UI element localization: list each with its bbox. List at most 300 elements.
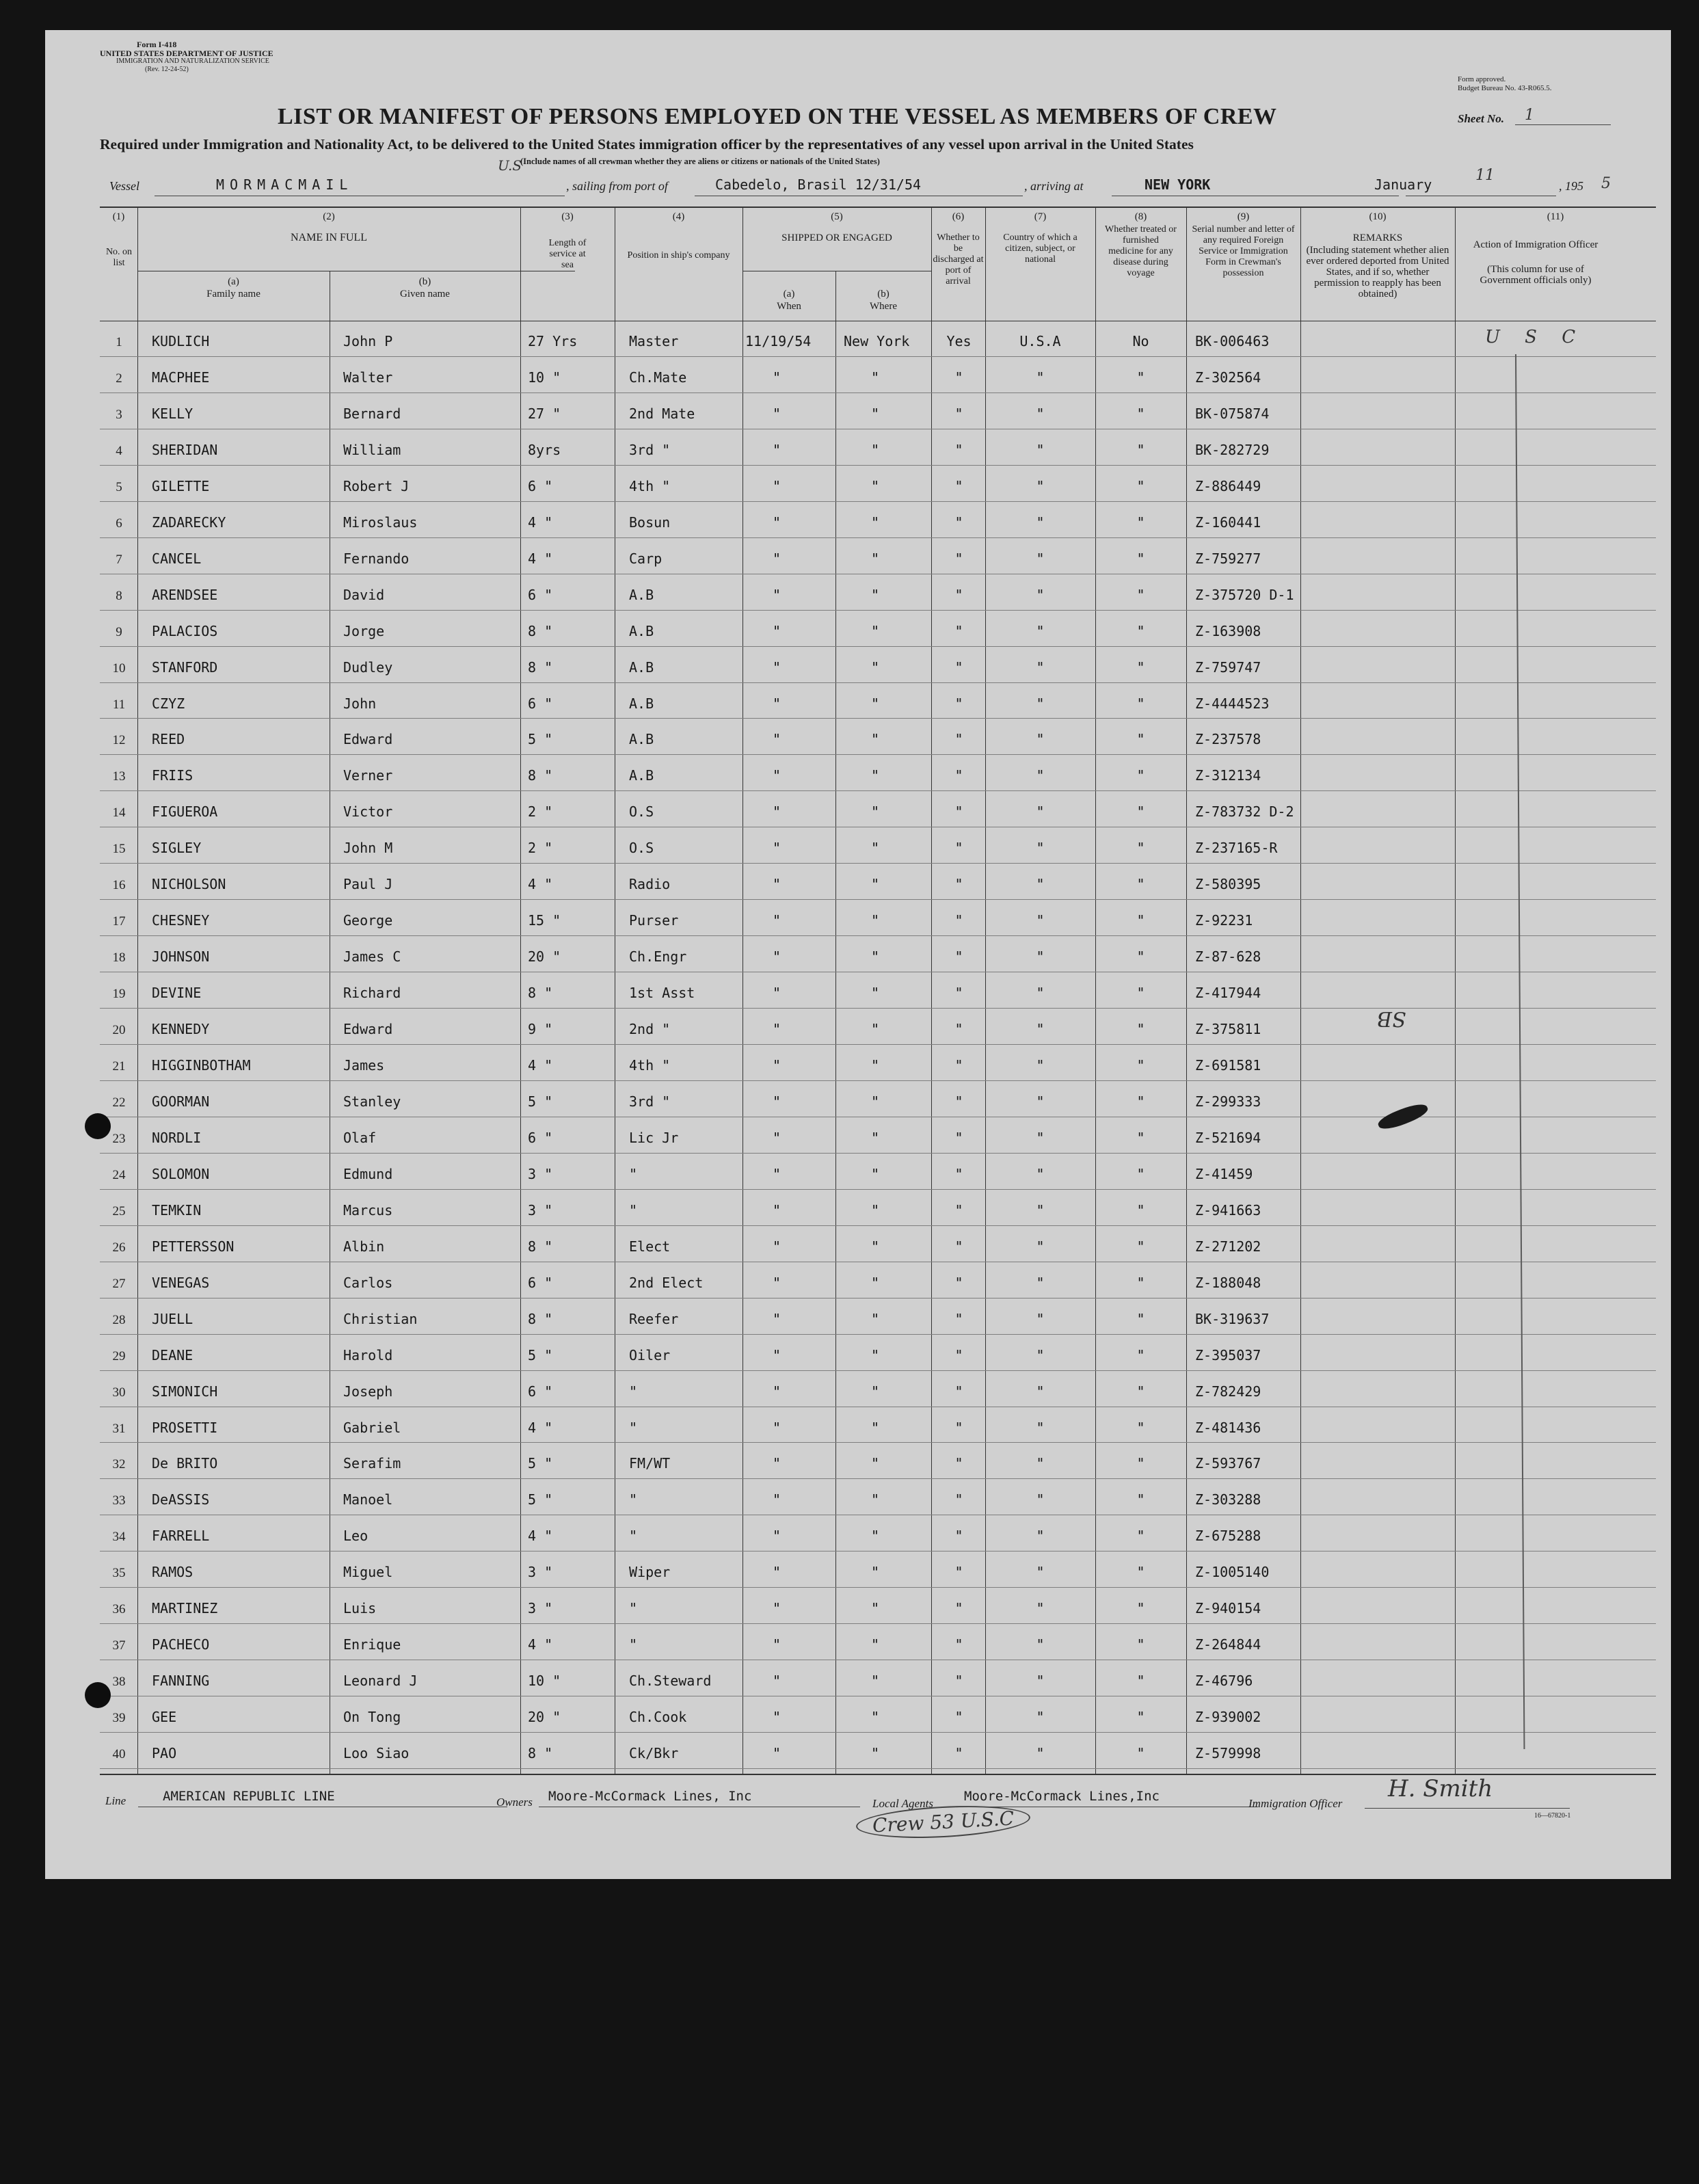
cell-given: Miguel xyxy=(343,1564,393,1581)
ditto-mark: " xyxy=(954,550,963,567)
cell-service: 3 " xyxy=(528,1600,553,1617)
col9-label: Serial number and letter of any required Foreign Service or Immigration Form in Crewman's possession xyxy=(1192,224,1295,278)
cell-service: 5 " xyxy=(528,1455,553,1472)
cell-service: 6 " xyxy=(528,586,553,603)
cell-family: HIGGINBOTHAM xyxy=(152,1057,251,1074)
action-column-pen-line xyxy=(1515,354,1525,1749)
ditto-mark: " xyxy=(773,1274,781,1291)
row-rule xyxy=(100,1551,1656,1552)
ditto-mark: " xyxy=(773,550,781,567)
ditto-mark: " xyxy=(1036,477,1045,494)
ditto-mark: " xyxy=(954,1455,963,1472)
ditto-mark: " xyxy=(1136,695,1145,712)
row-rule xyxy=(100,1442,1656,1443)
row-rule xyxy=(100,465,1656,466)
ditto-mark: " xyxy=(1136,767,1145,784)
col8-number: (8) xyxy=(1134,211,1147,222)
department-line1: UNITED STATES DEPARTMENT OF JUSTICE xyxy=(100,49,273,58)
cell-given: Serafim xyxy=(343,1455,401,1472)
ditto-mark: " xyxy=(954,1238,963,1255)
ditto-mark: " xyxy=(871,622,880,639)
row-number: 30 xyxy=(112,1385,126,1400)
cell-serial: Z-237165-R xyxy=(1195,840,1278,857)
ditto-mark: " xyxy=(773,1528,781,1545)
ditto-mark: " xyxy=(871,731,880,748)
ditto-mark: " xyxy=(1036,514,1045,531)
ditto-mark: " xyxy=(954,1600,963,1617)
cell-service: 4 " xyxy=(528,550,553,567)
col11-number: (11) xyxy=(1547,211,1564,222)
ditto-mark: " xyxy=(1136,1274,1145,1291)
row-number: 35 xyxy=(112,1566,126,1581)
cell-family: VENEGAS xyxy=(152,1274,210,1291)
ditto-mark: " xyxy=(954,1709,963,1726)
ditto-mark: " xyxy=(954,1419,963,1436)
ditto-mark: " xyxy=(954,405,963,422)
ditto-mark: " xyxy=(1036,1600,1045,1617)
ditto-mark: " xyxy=(871,1491,880,1508)
cell-family: FANNING xyxy=(152,1673,210,1690)
action-hand-note: U S C xyxy=(1485,327,1586,347)
col3-number: (3) xyxy=(561,211,574,222)
cell-serial: Z-783732 D-2 xyxy=(1195,803,1294,821)
ditto-mark: " xyxy=(1136,1528,1145,1545)
ditto-mark: " xyxy=(1036,550,1045,567)
cell-position: 3rd " xyxy=(629,441,671,458)
cell-service: 4 " xyxy=(528,876,553,893)
row-rule xyxy=(100,1008,1656,1009)
row-rule xyxy=(100,610,1656,611)
punch-hole xyxy=(85,1682,111,1708)
cell-position: " xyxy=(629,1600,638,1617)
row-number: 9 xyxy=(116,624,122,639)
ditto-mark: " xyxy=(1036,1129,1045,1146)
cell-position: 2nd Elect xyxy=(629,1274,704,1291)
ditto-mark: " xyxy=(773,767,781,784)
cell-service: 6 " xyxy=(528,1383,553,1400)
ditto-mark: " xyxy=(1136,477,1145,494)
cell-serial: Z-940154 xyxy=(1195,1600,1261,1617)
cell-family: TEMKIN xyxy=(152,1201,202,1218)
cell-serial: Z-87-628 xyxy=(1195,948,1261,966)
sheet-number-line xyxy=(1515,124,1611,125)
ditto-mark: " xyxy=(1136,912,1145,929)
cell-given: John xyxy=(343,695,377,712)
row-number: 32 xyxy=(112,1457,126,1472)
ditto-mark: " xyxy=(1036,1093,1045,1110)
row-number: 17 xyxy=(112,914,126,929)
cell-position: A.B xyxy=(629,658,654,676)
ditto-mark: " xyxy=(1036,1274,1045,1291)
ditto-mark: " xyxy=(871,550,880,567)
row-number: 13 xyxy=(112,769,126,784)
ditto-mark: " xyxy=(1036,1528,1045,1545)
ditto-mark: " xyxy=(1036,876,1045,893)
cell-given: Gabriel xyxy=(343,1419,401,1436)
ditto-mark: " xyxy=(1136,1564,1145,1581)
ditto-mark: " xyxy=(1036,731,1045,748)
row-number: 31 xyxy=(112,1421,126,1436)
cell-family: PETTERSSON xyxy=(152,1238,235,1255)
col5-label: SHIPPED OR ENGAGED xyxy=(781,232,892,243)
cell-service: 8 " xyxy=(528,1310,553,1327)
row-rule xyxy=(100,935,1656,936)
cell-family: CZYZ xyxy=(152,695,185,712)
cell-serial: Z-303288 xyxy=(1195,1491,1261,1508)
ditto-mark: " xyxy=(1036,948,1045,966)
cell-family: FARRELL xyxy=(152,1528,210,1545)
ditto-mark: " xyxy=(954,1673,963,1690)
ditto-mark: " xyxy=(1036,369,1045,386)
ditto-mark: " xyxy=(773,1455,781,1472)
cell-service: 4 " xyxy=(528,1419,553,1436)
ditto-mark: " xyxy=(954,767,963,784)
ditto-mark: " xyxy=(1036,1745,1045,1762)
row-rule xyxy=(100,1587,1656,1588)
cell-service: 6 " xyxy=(528,1274,553,1291)
ditto-mark: " xyxy=(773,1093,781,1110)
sailing-port: Cabedelo, Brasil 12/31/54 xyxy=(715,176,922,193)
row-rule xyxy=(100,1768,1656,1769)
row-rule xyxy=(100,1189,1656,1190)
cell-given: Edmund xyxy=(343,1165,393,1182)
cell-position: A.B xyxy=(629,622,654,639)
cell-serial: Z-92231 xyxy=(1195,912,1253,929)
ditto-mark: " xyxy=(1136,1600,1145,1617)
ditto-mark: " xyxy=(1036,912,1045,929)
ditto-mark: " xyxy=(871,1165,880,1182)
ditto-mark: " xyxy=(1136,1093,1145,1110)
cell-given: Luis xyxy=(343,1600,377,1617)
vessel-name: MORMACMAIL xyxy=(216,176,353,193)
row-rule xyxy=(100,863,1656,864)
ditto-mark: " xyxy=(1136,369,1145,386)
row-number: 12 xyxy=(112,733,126,748)
ditto-mark: " xyxy=(1136,803,1145,821)
cell-service: 5 " xyxy=(528,1491,553,1508)
officer-signature: H. Smith xyxy=(1388,1775,1493,1802)
cell-family: ARENDSEE xyxy=(152,586,218,603)
ditto-mark: " xyxy=(871,1600,880,1617)
cell-family: FRIIS xyxy=(152,767,193,784)
ditto-mark: " xyxy=(773,622,781,639)
ditto-mark: " xyxy=(1036,1383,1045,1400)
cell-service: 2 " xyxy=(528,803,553,821)
crew-count-note: Crew 53 U.S.C xyxy=(855,1802,1031,1841)
row-number: 5 xyxy=(116,479,122,494)
row-number: 37 xyxy=(112,1638,126,1653)
ditto-mark: " xyxy=(871,1419,880,1436)
row-rule xyxy=(100,1080,1656,1081)
cell-given: Joseph xyxy=(343,1383,393,1400)
cell-serial: Z-237578 xyxy=(1195,731,1261,748)
cell-given: William xyxy=(343,441,401,458)
col-divider xyxy=(835,271,836,1775)
cell-position: Master xyxy=(629,333,679,349)
cell-family: DEVINE xyxy=(152,985,202,1002)
cell-position: " xyxy=(629,1383,638,1400)
cell-serial: Z-579998 xyxy=(1195,1745,1261,1762)
row-rule xyxy=(100,790,1656,791)
cell-given: Christian xyxy=(343,1310,418,1327)
ditto-mark: " xyxy=(954,1274,963,1291)
cell-service: 4 " xyxy=(528,1636,553,1653)
col2b-number: (b) xyxy=(418,276,431,287)
ditto-mark: " xyxy=(1136,1419,1145,1436)
cell-service: 5 " xyxy=(528,1093,553,1110)
punch-hole xyxy=(85,1113,111,1139)
cell-given: Albin xyxy=(343,1238,385,1255)
cell-given: Edward xyxy=(343,731,393,748)
ditto-mark: " xyxy=(954,477,963,494)
cell-country: U.S.A xyxy=(1019,333,1061,349)
cell-given: Walter xyxy=(343,369,393,386)
ditto-mark: " xyxy=(954,1383,963,1400)
ditto-mark: " xyxy=(773,514,781,531)
cell-given: Loo Siao xyxy=(343,1745,410,1762)
cell-given: Fernando xyxy=(343,550,410,567)
ditto-mark: " xyxy=(773,1346,781,1363)
row-number: 25 xyxy=(112,1203,126,1218)
sailing-label: , sailing from port of xyxy=(566,179,668,193)
col4-label: Position in ship's company xyxy=(627,250,730,261)
row-number: 19 xyxy=(112,987,126,1002)
ditto-mark: " xyxy=(1136,1165,1145,1182)
cell-position: Bosun xyxy=(629,514,671,531)
cell-family: PAO xyxy=(152,1745,177,1762)
cell-serial: Z-521694 xyxy=(1195,1129,1261,1146)
ditto-mark: " xyxy=(871,1709,880,1726)
cell-position: " xyxy=(629,1528,638,1545)
cell-given: Leo xyxy=(343,1528,369,1545)
cell-service: 6 " xyxy=(528,695,553,712)
ditto-mark: " xyxy=(871,1238,880,1255)
cell-family: PROSETTI xyxy=(152,1419,218,1436)
row-rule xyxy=(100,356,1656,357)
cell-family: SIMONICH xyxy=(152,1383,218,1400)
cell-position: Oiler xyxy=(629,1346,671,1363)
ditto-mark: " xyxy=(1136,1021,1145,1038)
ditto-mark: " xyxy=(773,369,781,386)
ditto-mark: " xyxy=(871,1673,880,1690)
cell-position: 3rd " xyxy=(629,1093,671,1110)
cell-serial: Z-580395 xyxy=(1195,876,1261,893)
cell-serial: Z-299333 xyxy=(1195,1093,1261,1110)
row-rule xyxy=(100,537,1656,538)
ditto-mark: " xyxy=(1036,1419,1045,1436)
cell-position: Elect xyxy=(629,1238,671,1255)
cell-given: David xyxy=(343,586,385,603)
col5a-number: (a) xyxy=(783,289,795,299)
ditto-mark: " xyxy=(871,1455,880,1472)
ditto-mark: " xyxy=(954,658,963,676)
cell-serial: Z-941663 xyxy=(1195,1201,1261,1218)
row-rule xyxy=(100,1623,1656,1624)
cell-given: James C xyxy=(343,948,401,966)
cell-serial: BK-006463 xyxy=(1195,333,1270,349)
ditto-mark: " xyxy=(871,1745,880,1762)
cell-service: 4 " xyxy=(528,514,553,531)
cell-service: 8 " xyxy=(528,1745,553,1762)
row-rule xyxy=(100,682,1656,683)
ditto-mark: " xyxy=(1136,1636,1145,1653)
cell-service: 8 " xyxy=(528,985,553,1002)
row-number: 34 xyxy=(112,1530,126,1545)
row-number: 29 xyxy=(112,1348,126,1363)
cell-given: Paul J xyxy=(343,876,393,893)
ditto-mark: " xyxy=(871,477,880,494)
row-number: 21 xyxy=(112,1059,126,1074)
row-rule xyxy=(100,1334,1656,1335)
cell-position: 1st Asst xyxy=(629,985,695,1002)
cell-family: CHESNEY xyxy=(152,912,210,929)
ditto-mark: " xyxy=(1036,1165,1045,1182)
cell-family: KENNEDY xyxy=(152,1021,210,1038)
cell-service: 9 " xyxy=(528,1021,553,1038)
col6-label: Whether to be discharged at port of arrival xyxy=(933,232,984,287)
row-rule xyxy=(100,1225,1656,1226)
vessel-label: Vessel xyxy=(109,179,139,193)
cell-given: James xyxy=(343,1057,385,1074)
cell-position: Radio xyxy=(629,876,671,893)
row-number: 20 xyxy=(112,1023,126,1038)
ditto-mark: " xyxy=(773,1057,781,1074)
ditto-mark: " xyxy=(773,1310,781,1327)
ditto-mark: " xyxy=(954,985,963,1002)
print-code: 16—67820-1 xyxy=(1534,1812,1571,1820)
officer-label: Immigration Officer xyxy=(1248,1797,1343,1810)
ditto-mark: " xyxy=(871,514,880,531)
cell-position: Wiper xyxy=(629,1564,671,1581)
cell-given: George xyxy=(343,912,393,929)
arrival-day: 11 xyxy=(1475,167,1495,184)
ditto-mark: " xyxy=(773,658,781,676)
ditto-mark: " xyxy=(1036,1709,1045,1726)
cell-serial: Z-759277 xyxy=(1195,550,1261,567)
cell-family: STANFORD xyxy=(152,658,218,676)
row-number: 14 xyxy=(112,805,126,821)
cell-service: 6 " xyxy=(528,477,553,494)
cell-serial: Z-160441 xyxy=(1195,514,1261,531)
cell-position: A.B xyxy=(629,767,654,784)
ditto-mark: " xyxy=(1136,1129,1145,1146)
ditto-mark: " xyxy=(773,1238,781,1255)
ditto-mark: " xyxy=(1036,1491,1045,1508)
cell-serial: Z-188048 xyxy=(1195,1274,1261,1291)
col11-label: Action of Immigration Officer xyxy=(1473,239,1598,250)
cell-serial: Z-4444523 xyxy=(1195,695,1270,712)
col10-number: (10) xyxy=(1369,211,1387,222)
ditto-mark: " xyxy=(1036,1201,1045,1218)
include-note: (Include names of all crewman whether they are aliens or citizens or nationals of the United States) xyxy=(520,157,880,166)
cell-position: Ch.Cook xyxy=(629,1709,687,1726)
cell-position: Reefer xyxy=(629,1310,679,1327)
row-rule xyxy=(100,646,1656,647)
row-rule xyxy=(100,899,1656,900)
ditto-mark: " xyxy=(954,1310,963,1327)
ditto-mark: " xyxy=(1136,441,1145,458)
ditto-mark: " xyxy=(1036,1238,1045,1255)
ditto-mark: " xyxy=(871,1057,880,1074)
col-divider xyxy=(1300,207,1301,1775)
ditto-mark: " xyxy=(1036,441,1045,458)
ditto-mark: " xyxy=(773,731,781,748)
ditto-mark: " xyxy=(1136,1673,1145,1690)
ditto-mark: " xyxy=(1136,985,1145,1002)
ditto-mark: " xyxy=(773,405,781,422)
col5a-label: When xyxy=(777,301,801,312)
row-number: 36 xyxy=(112,1602,126,1617)
cell-serial: Z-264844 xyxy=(1195,1636,1261,1653)
ditto-mark: " xyxy=(871,1528,880,1545)
ditto-mark: " xyxy=(871,1636,880,1653)
cell-serial: Z-417944 xyxy=(1195,985,1261,1002)
ditto-mark: " xyxy=(871,985,880,1002)
ditto-mark: " xyxy=(871,1201,880,1218)
owners-label: Owners xyxy=(496,1796,533,1809)
col6-number: (6) xyxy=(952,211,965,222)
ditto-mark: " xyxy=(773,1564,781,1581)
ditto-mark: " xyxy=(871,1310,880,1327)
row-rule xyxy=(100,392,1656,393)
ditto-mark: " xyxy=(1036,840,1045,857)
cell-position: A.B xyxy=(629,695,654,712)
ditto-mark: " xyxy=(871,405,880,422)
cell-position: 4th " xyxy=(629,1057,671,1074)
col1-label: No. on list xyxy=(105,247,133,268)
ditto-mark: " xyxy=(773,1673,781,1690)
ditto-mark: " xyxy=(1036,1021,1045,1038)
col9-number: (9) xyxy=(1237,211,1250,222)
cell-service: 27 Yrs xyxy=(528,333,578,349)
ditto-mark: " xyxy=(773,1600,781,1617)
row-number: 18 xyxy=(112,950,126,966)
ditto-mark: " xyxy=(1036,695,1045,712)
row-number: 40 xyxy=(112,1747,126,1762)
arrival-month: January xyxy=(1374,176,1432,193)
year-prefix: , 195 xyxy=(1559,179,1583,193)
ditto-mark: " xyxy=(1036,586,1045,603)
cell-family: MACPHEE xyxy=(152,369,210,386)
ditto-mark: " xyxy=(773,441,781,458)
cell-serial: Z-1005140 xyxy=(1195,1564,1270,1581)
col2-label: NAME IN FULL xyxy=(291,232,367,243)
cell-given: Bernard xyxy=(343,405,401,422)
ditto-mark: " xyxy=(773,840,781,857)
cell-serial: Z-691581 xyxy=(1195,1057,1261,1074)
ditto-mark: " xyxy=(954,586,963,603)
ditto-mark: " xyxy=(954,1021,963,1038)
ditto-mark: " xyxy=(871,695,880,712)
cell-family: GOORMAN xyxy=(152,1093,210,1110)
cell-position: Purser xyxy=(629,912,679,929)
cell-serial: BK-075874 xyxy=(1195,405,1270,422)
remarks-hand-mark: SB xyxy=(1377,1007,1406,1030)
cell-family: De BRITO xyxy=(152,1455,218,1472)
year-digit: 5 xyxy=(1601,175,1611,192)
row-number: 4 xyxy=(116,443,122,458)
ditto-mark: " xyxy=(954,912,963,929)
row-number: 22 xyxy=(112,1095,126,1110)
cell-given: Richard xyxy=(343,985,401,1002)
cell-given: Dudley xyxy=(343,658,393,676)
ditto-mark: " xyxy=(954,1346,963,1363)
cell-given: Manoel xyxy=(343,1491,393,1508)
cell-family: KUDLICH xyxy=(152,333,210,349)
row-number: 33 xyxy=(112,1493,126,1508)
cell-service: 3 " xyxy=(528,1165,553,1182)
ditto-mark: " xyxy=(871,876,880,893)
